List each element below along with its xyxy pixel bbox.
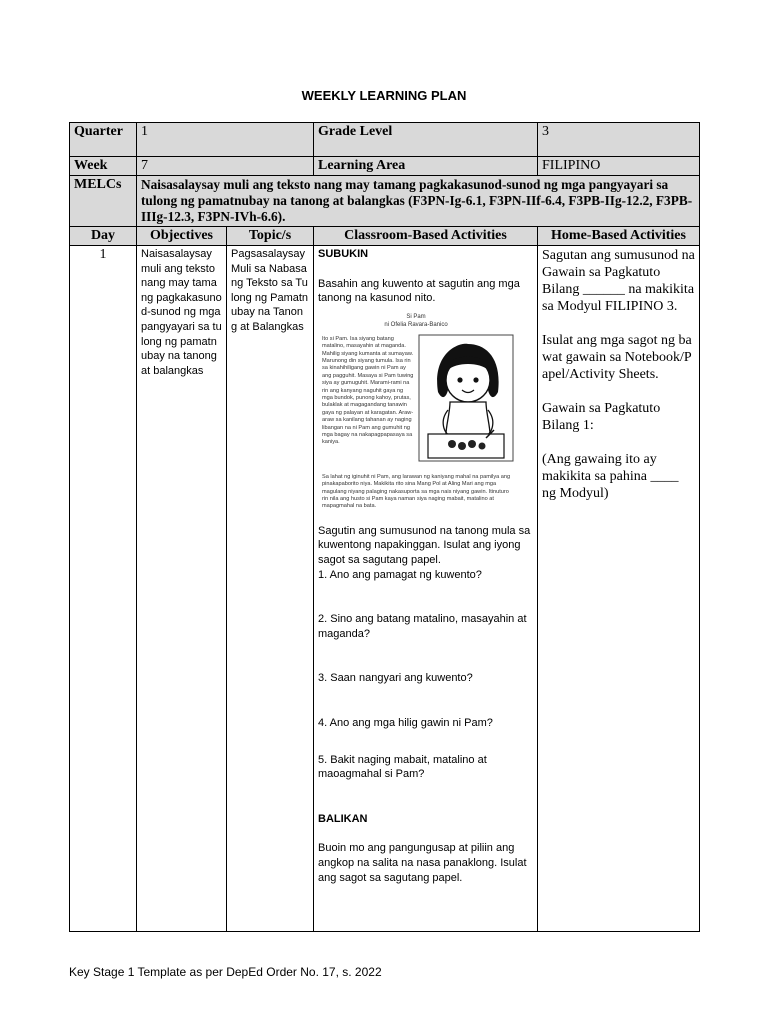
subukin-instruction: Basahin ang kuwento at sagutin ang mga tanong na kasunod nito. (318, 277, 520, 305)
grade-level-value: 3 (538, 123, 700, 157)
quarter-row (70, 123, 700, 157)
story-paragraph-2: Sa lahat ng iginuhit ni Pam, ang larawan ng kaniyang mahal na pamilya ang pinakapaborito niya. Makikita rito sina Mang Pol at Aling Mari ang mga magulang niyang palaging nakasuporta sa mga nais niyang gawin. Itinuturo rin nila ang husto si Pam kaya naman siya naging mabait, matalino at mapagmahal na bata. (322, 473, 511, 510)
quarter-value: 1 (137, 123, 314, 157)
classroom-activities (314, 246, 538, 932)
objectives-header: Objectives (137, 227, 227, 246)
classroom-activities-header: Classroom-Based Activities (314, 227, 538, 246)
questions-intro: Sagutin ang sumusunod na tanong mula sa kuwentong napakinggan. Isulat ang iyong sagot sa sagutang papel. (318, 524, 531, 566)
week-value: 7 (137, 157, 314, 176)
question-4: 4. Ano ang mga hilig gawin ni Pam? (318, 716, 493, 729)
activities-table (69, 226, 700, 932)
column-header-row (70, 227, 700, 246)
footer-note: Key Stage 1 Template as per DepEd Order No. 17, s. 2022 (69, 965, 382, 979)
week-label: Week (70, 157, 137, 176)
day-row (70, 246, 700, 932)
home-activities (538, 246, 700, 932)
home-instruction-2: Isulat ang mga sagot ng bawat gawain sa Notebook/Papel/Activity Sheets. (542, 333, 692, 382)
story-title: Si Pam (406, 313, 426, 320)
home-activity-label: Gawain sa Pagkatuto Bilang 1: (542, 401, 661, 433)
girl-drawing-illustration-icon (418, 334, 514, 462)
quarter-label: Quarter (70, 123, 137, 157)
story-paragraph-1: Ito si Pam. Isa siyang batang matalino, masayahin at maganda. Mahilig siyang kumanta at sumayaw. Marunong din siyang tumula. Isa rin sa kinahihiligang gawin ni Pam ay ang pagguhit. Masaya si Pam tuwing siya ay gumuguhit. Marami-rami na rin ang kanyang naguhit gaya ng mga bundok, punong kahoy, prutas, bulaklak at magagandang tanawin gaya ng palayan at karagatan. Araw-araw sa kanilang tahanan ay naging libangan na ni Pam ang gumuhit ng mga bagay na nakapagpapasaya sa kaniya. (322, 335, 414, 446)
learning-plan-table (69, 122, 700, 228)
learning-area-label: Learning Area (314, 157, 538, 176)
week-row (70, 157, 700, 176)
page-title: WEEKLY LEARNING PLAN (301, 88, 467, 103)
question-1: 1. Ano ang pamagat ng kuwento? (318, 568, 482, 581)
topics-header: Topic/s (227, 227, 314, 246)
learning-area-value: FILIPINO (538, 157, 700, 176)
melcs-row (70, 176, 700, 228)
subukin-heading: SUBUKIN (318, 248, 369, 260)
melcs-text: Naisasalaysay muli ang teksto nang may tamang pagkakasunod-sunod ng mga pangyayari sa tulong ng pamatnubay na tanong at balangkas (F3PN-Ig-6.1, F3PN-IIf-6.4, F3PB-IIg-12.2, F3PB-IIIg-12.3, F3PN-IVh-6.6). (137, 176, 700, 228)
question-2: 2. Sino ang batang matalino, masayahin at maganda? (318, 613, 527, 640)
objective-text: Naisasalaysay muli ang teksto nang may tamang pagkakasunod-sunod ng mga pangyayari sa tulong ng pamatnubay na tanong at balangkas (137, 246, 227, 932)
day-header: Day (70, 227, 137, 246)
story-sheet (318, 314, 514, 520)
topic-text: Pagsasalaysay Muli sa Nabasang Teksto sa Tulong ng Pamatnubay na Tanong at Balangkas (227, 246, 314, 932)
home-activities-header: Home-Based Activities (538, 227, 700, 246)
question-3: 3. Saan nangyari ang kuwento? (318, 672, 473, 685)
home-instruction-1: Sagutan ang sumusunod na Gawain sa Pagkatuto Bilang ______ na makikita sa Modyul FILIPINO 3. (542, 248, 695, 314)
day-number: 1 (70, 246, 137, 932)
balikan-instruction: Buoin mo ang pangungusap at piliin ang angkop na salita na nasa panaklong. Isulat ang sagot sa sagutang papel. (318, 842, 527, 884)
question-5: 5. Bakit naging mabait, matalino at maoagmahal si Pam? (318, 753, 487, 781)
grade-level-label: Grade Level (314, 123, 538, 157)
melcs-label: MELCs (70, 176, 137, 228)
home-page-note: (Ang gawaing ito ay makikita sa pahina ____ ng Modyul) (542, 452, 679, 501)
story-author: ni Ofelia Ravara-Banico (384, 321, 448, 328)
balikan-heading: BALIKAN (318, 812, 368, 825)
